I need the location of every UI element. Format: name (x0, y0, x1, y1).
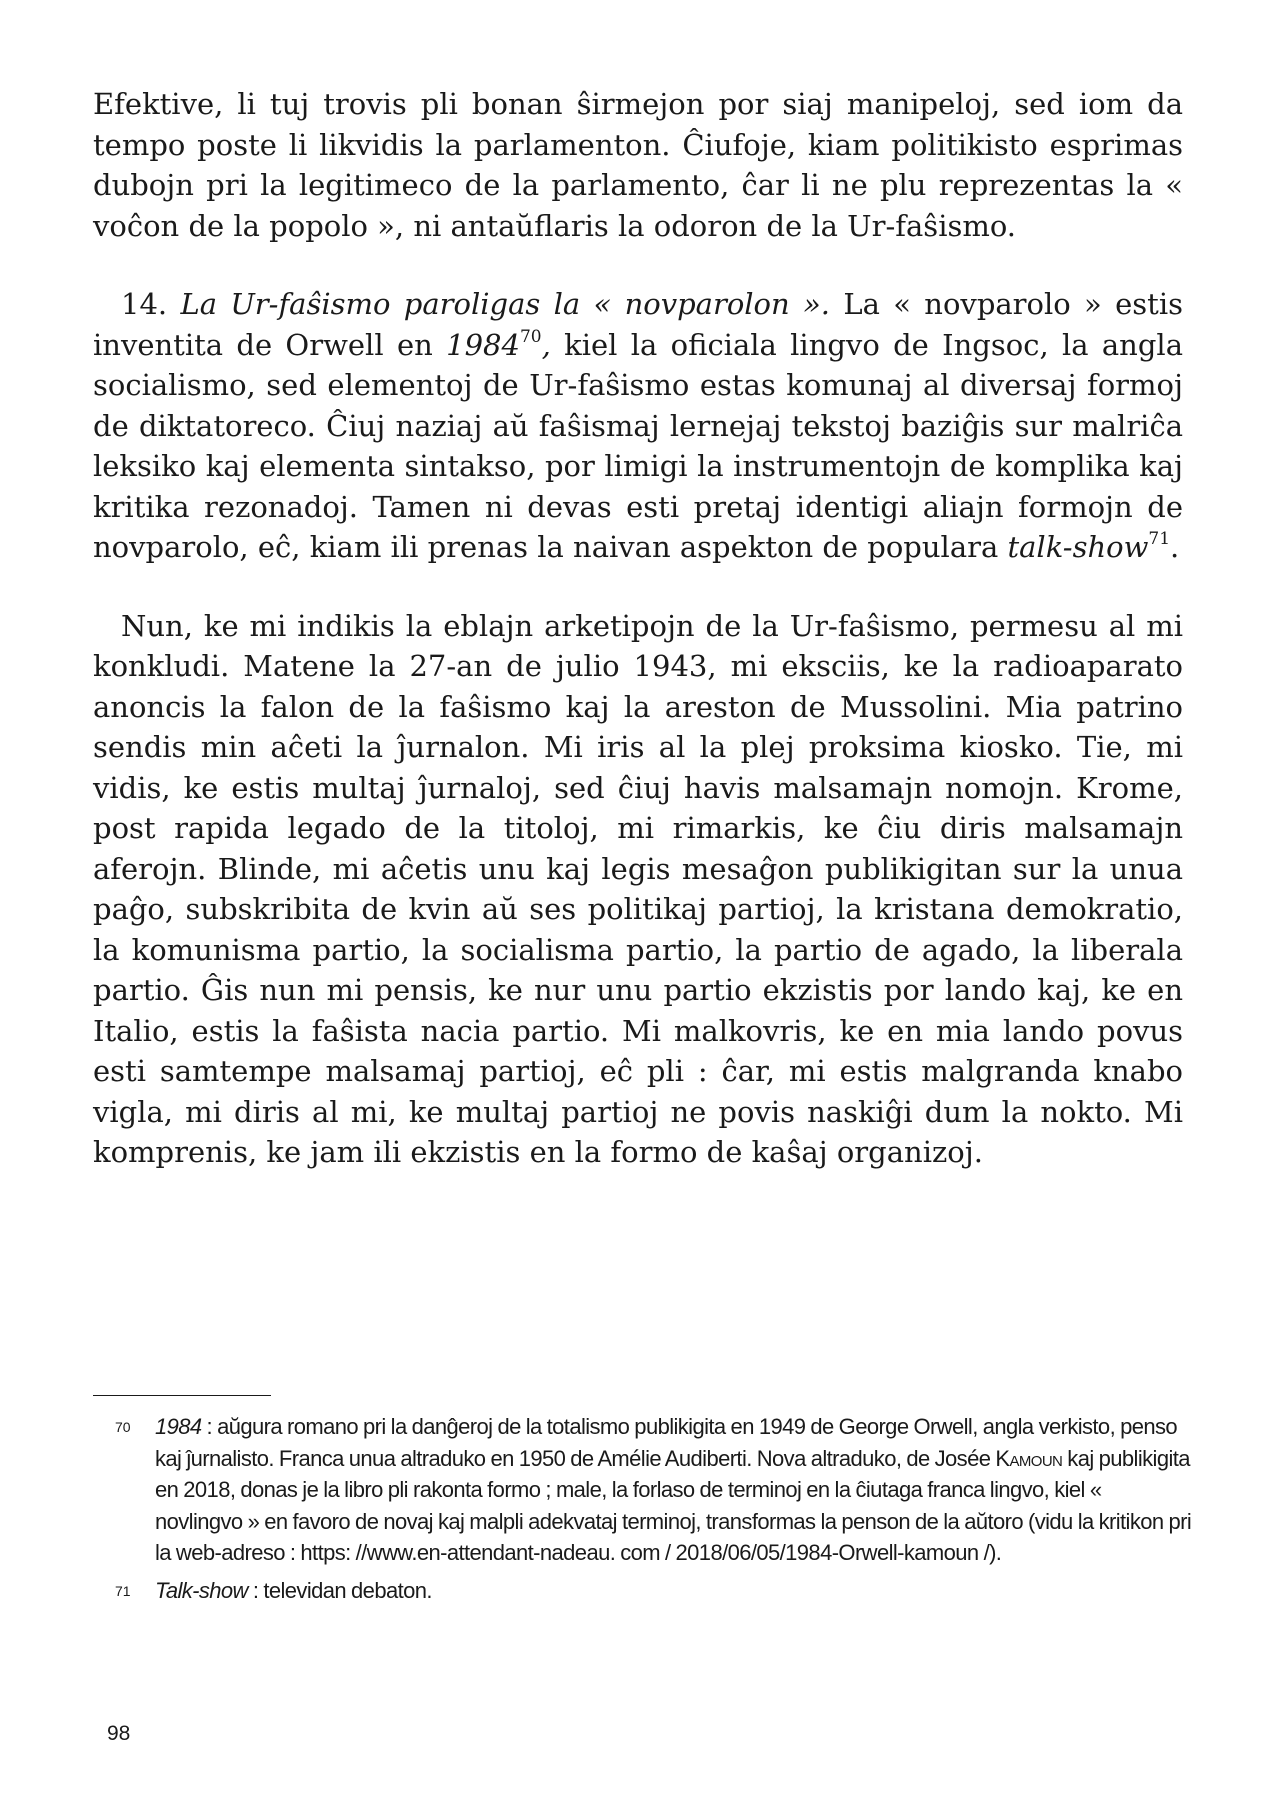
section-heading: La Ur-faŝismo paroligas la « novparolon ». (180, 287, 830, 321)
paragraph-3: Nun, ke mi indikis la eblajn arketipojn de la Ur-faŝismo, permesu al mi konkludi. Matene la 27-an de julio 1943, mi eksciis, ke la radioaparato anoncis la falon de la faŝismo kaj la areston de Mussolini. Mia patrino sendis min aĉeti la ĵurnalon. Mi iris al la plej proksima kiosko. Tie, mi vidis, ke estis multaj ĵurnaloj, sed ĉiuj havis malsamajn nomojn. Krome, post rapida legado de la titoloj, mi rimarkis, ke ĉiu diris malsamajn aferojn. Blinde, mi aĉetis unu kaj legis mesaĝon publikigitan sur la unua paĝo, subskribita de kvin aŭ ses politikaj partioj, la kristana demokratio, la komunisma partio, la socialisma partio, la partio de agado, la liberala partio. Ĝis nun mi pensis, ke nur unu partio ekzistis por lando kaj, ke en Italio, estis la faŝista nacia partio. Mi malkovris, ke en mia lando povus esti samtempe malsamaj partioj, eĉ pli : ĉar, mi estis malgranda knabo vigla, mi diris al mi, ke multaj partioj ne povis naskiĝi dum la nokto. Mi komprenis, ke jam ili ekzistis en la formo de kaŝaj organizoj. (93, 608, 1183, 1169)
footnote-70 (93, 1411, 1193, 1569)
paragraph-2-text-b: kiel la oficiala lingvo de Ingsoc, la angla socialismo, sed elementoj de Ur-faŝismo estas komunaj al diversaj formoj de diktatoreco. Ĉiuj naziaj aŭ faŝismaj lernejaj tekstoj baziĝis sur malriĉa leksiko kaj elementa sintakso, por limigi la instrumentojn de komplika kaj kritika rezonadoj. Tamen ni devas esti pretaj identigi aliajn formojn de novparolo, eĉ, kiam ili prenas la naivan aspekton de populara (93, 327, 1183, 564)
paragraph-2-text-a: La « novparolo » estis inventita de Orwell en (93, 287, 1183, 362)
comma: , (541, 327, 551, 362)
paragraph-1: Efektive, li tuj trovis pli bonan ŝirmejon por siaj manipeloj, sed iom da tempo poste li likvidis la parlamenton. Ĉiufoje, kiam politikisto esprimas dubojn pri la legitimeco de la parlamento, ĉar li ne plu reprezentas la « voĉon de la popolo », ni antaŭflaris la odoron de la Ur-faŝismo. (93, 87, 1183, 243)
footnote-70-title: 1984 (155, 1414, 202, 1439)
footnote-71 (93, 1575, 1193, 1607)
book-title: 1984 (446, 327, 520, 362)
footnote-71-term: Talk-show (155, 1577, 248, 1603)
section-number: 14. (121, 287, 181, 321)
main-text (93, 84, 1183, 1173)
footnote-ref-70[interactable]: 70 (519, 326, 542, 347)
footnote-70-text-a: : aŭgura romano pri la danĝeroj de la totalismo publikigita en 1949 de George Orwell, angla verkisto, penso kaj ĵurnalisto. Franca unua altraduko en 1950 de Amélie Audiberti. Nova altraduko, de Josée (155, 1414, 1178, 1471)
footnotes (93, 1411, 1193, 1606)
footnote-70-author-surname: Kamoun (995, 1445, 1063, 1471)
page-number: 98 (107, 1722, 131, 1745)
talk-show-term: talk-show (1007, 530, 1149, 564)
footnote-ref-71[interactable]: 71 (1148, 529, 1171, 549)
paragraph-2 (93, 284, 1183, 568)
footnote-71-text: : televidan debaton. (247, 1577, 432, 1603)
footnote-number-70: 70 (115, 1419, 131, 1435)
footnote-70-text-b: kaj publikigita en 2018, donas je la libro pli rakonta formo ; male, la forlaso de terminoj en la ĉiutaga franca lingvo, kiel « novlingvo » en favoro de novaj kaj malpli adekvataj terminoj, transformas la penson de la aŭtoro (vidu la kritikon pri la web-adreso : https: //www.en-attendant-nadeau. com / 2018/06/05/1984-Orwell-kamoun /). (155, 1445, 1192, 1565)
paragraph-2-end: . (1170, 530, 1180, 564)
footnote-separator (93, 1395, 271, 1396)
footnote-number-71: 71 (115, 1582, 131, 1599)
